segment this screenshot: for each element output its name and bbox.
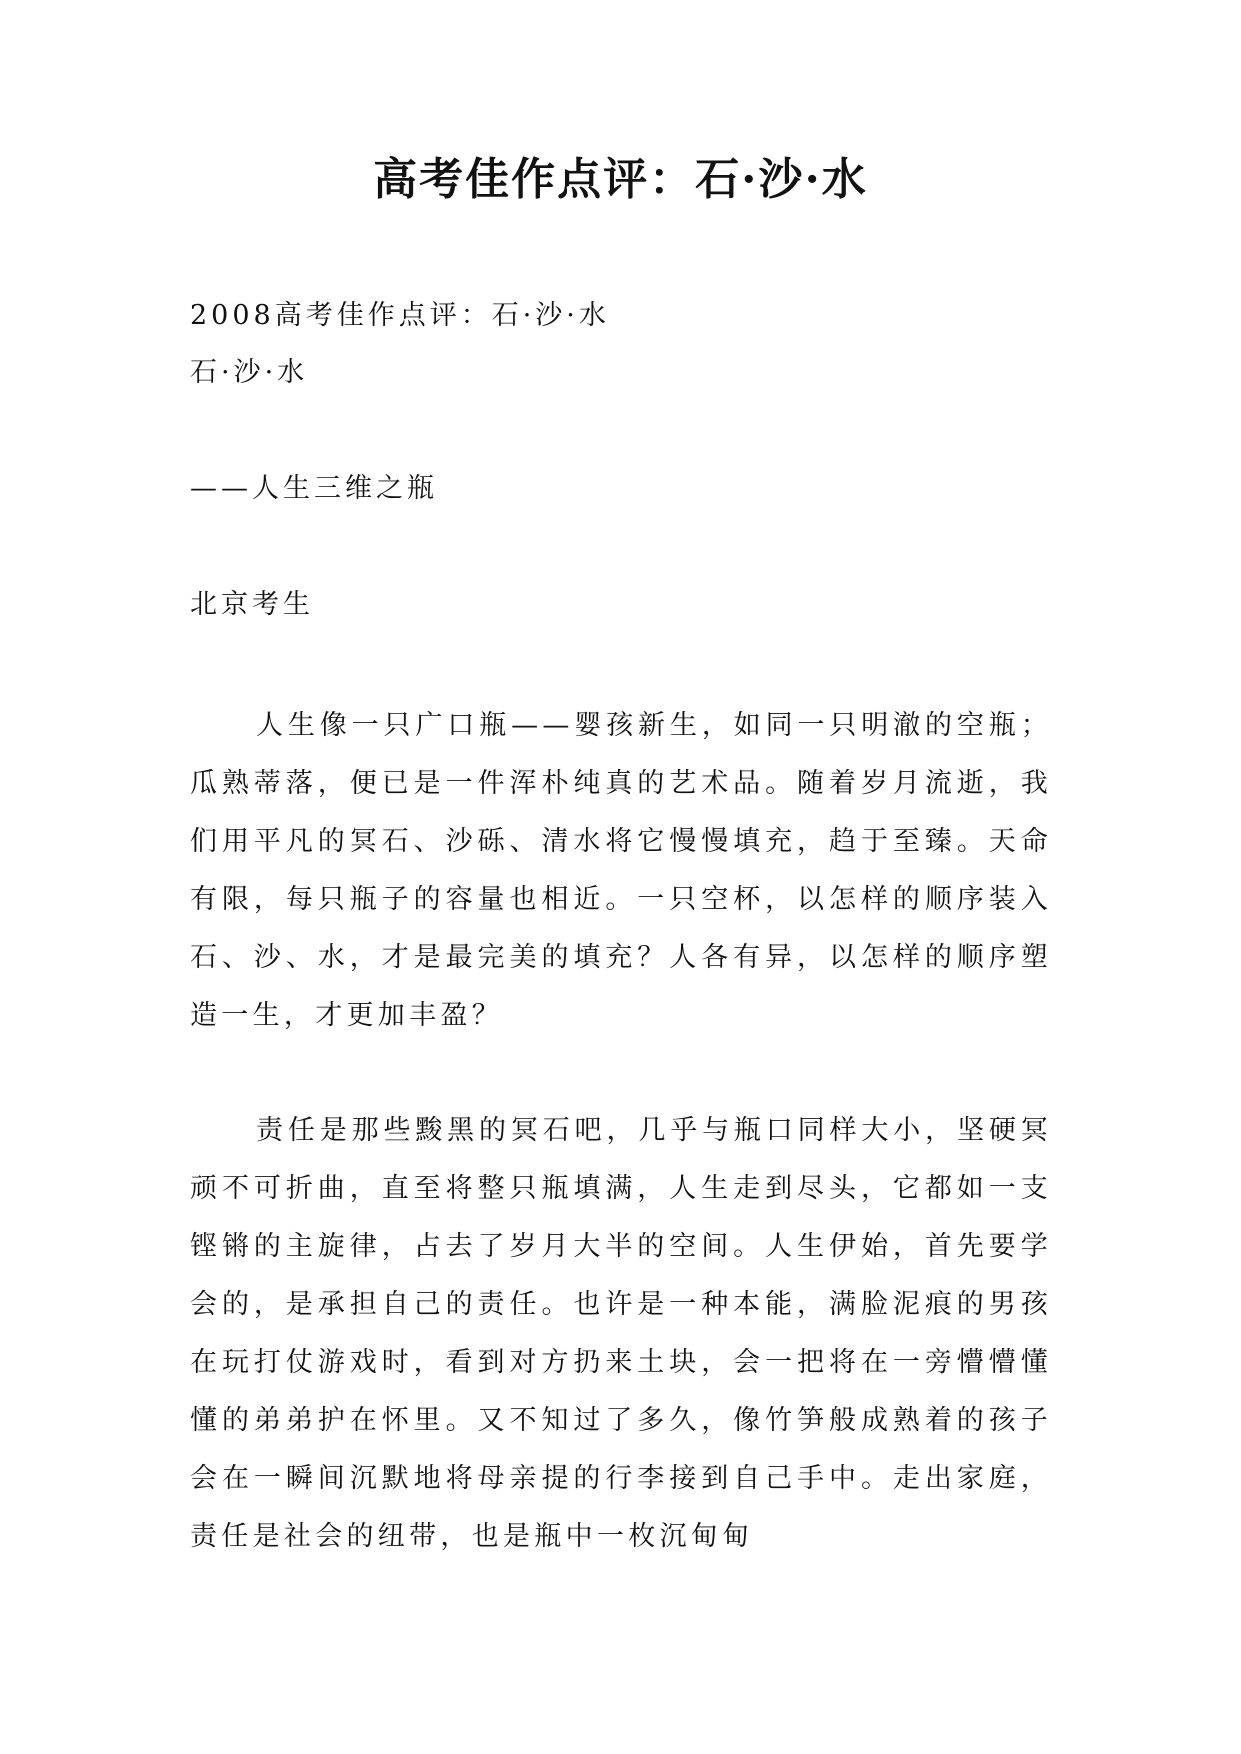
essay-subtitle: ——人生三维之瓶 <box>190 473 438 504</box>
page-title: 高考佳作点评：石·沙·水 <box>373 154 868 205</box>
essay-author: 北京考生 <box>190 589 314 620</box>
body-paragraph: 责任是那些黢黑的冥石吧，几乎与瓶口同样大小，坚硬冥顽不可折曲，直至将整只瓶填满，人生走到尽头，它都如一支铿锵的主旋律，占去了岁月大半的空间。人生伊始，首先要学会的，是承担自己的责任。也许是一种本能，满脸泥痕的男孩在玩打仗游戏时，看到对方扔来土块，会一把将在一旁懵懵懂懂的弟弟护在怀里。又不知过了多久，像竹笋般成熟着的孩子会在一瞬间沉默地将母亲提的行李接到自己手中。走出家庭，责任是社会的纽带，也是瓶中一枚沉甸甸 <box>190 1115 1052 1552</box>
body-paragraph: 人生像一只广口瓶——婴孩新生，如同一只明澈的空瓶；瓜熟蒂落，便已是一件浑朴纯真的艺术品。随着岁月流逝，我们用平凡的冥石、沙砾、清水将它慢慢填充，趋于至臻。天命有限，每只瓶子的容量也相近。一只空杯，以怎样的顺序装入石、沙、水，才是最完美的填充？人各有异，以怎样的顺序塑造一生，才更加丰盈？ <box>190 710 1052 1031</box>
header-line: 2008高考佳作点评：石·沙·水 <box>190 300 610 331</box>
essay-title: 石·沙·水 <box>190 357 309 388</box>
